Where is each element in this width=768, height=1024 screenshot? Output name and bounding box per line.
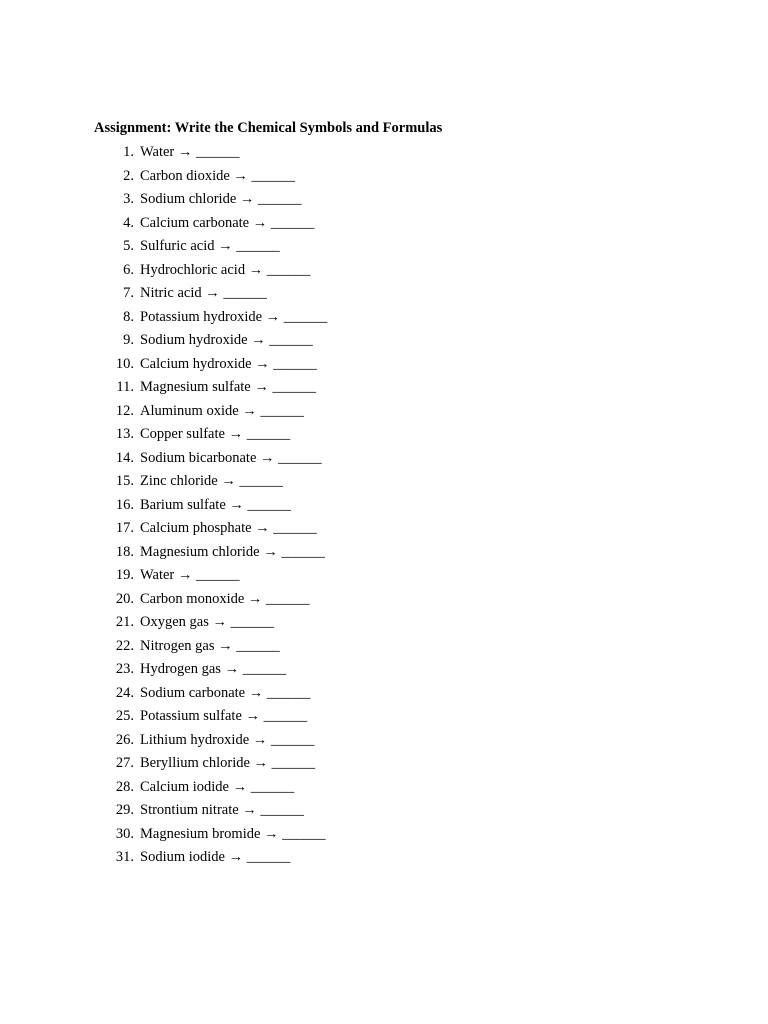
item-text: Water → ______ (140, 144, 240, 160)
item-number: 3. (123, 191, 134, 207)
item-number: 23. (115, 661, 134, 677)
item-number: 31. (115, 849, 134, 865)
item-number: 18. (115, 543, 134, 560)
item-text: Potassium sulfate → ______ (140, 708, 308, 724)
item-text: Calcium iodide → ______ (140, 778, 295, 795)
item-number: 5. (123, 238, 134, 254)
item-number: 9. (123, 332, 134, 348)
item-number: 19. (115, 567, 134, 583)
item-number: 29. (115, 802, 134, 818)
item-text: Calcium hydroxide → ______ (140, 355, 317, 372)
assignment-title: Assignment: Write the Chemical Symbols and Formulas (94, 120, 443, 136)
item-number: 6. (123, 261, 134, 278)
item-text: Oxygen gas → ______ (140, 614, 275, 630)
item-text: Beryllium chloride → ______ (140, 755, 316, 771)
item-number: 2. (123, 167, 134, 184)
item-number: 30. (115, 825, 134, 842)
item-text: Carbon monoxide → ______ (140, 590, 310, 607)
item-text: Calcium carbonate → ______ (140, 214, 315, 231)
item-text: Sodium chloride → ______ (140, 191, 302, 207)
item-text: Calcium phosphate → ______ (140, 520, 317, 536)
item-text: Magnesium bromide → ______ (140, 825, 326, 842)
item-number: 21. (115, 614, 134, 630)
item-number: 14. (115, 449, 134, 466)
item-text: Sodium carbonate → ______ (140, 684, 311, 701)
item-text: Aluminum oxide → ______ (140, 402, 304, 419)
item-number: 20. (115, 590, 134, 607)
item-number: 15. (115, 473, 134, 489)
item-text: Sulfuric acid → ______ (140, 238, 280, 254)
item-number: 11. (116, 379, 134, 395)
item-text: Zinc chloride → ______ (140, 473, 283, 489)
item-number: 25. (115, 708, 134, 724)
item-text: Water → ______ (140, 567, 240, 583)
item-text: Hydrochloric acid → ______ (140, 261, 311, 278)
item-number: 26. (115, 731, 134, 748)
item-text: Magnesium chloride → ______ (140, 543, 325, 560)
item-text: Sodium bicarbonate → ______ (140, 449, 322, 466)
item-text: Nitrogen gas → ______ (140, 637, 280, 654)
item-number: 12. (115, 402, 134, 419)
item-text: Copper sulfate → ______ (140, 426, 291, 442)
item-number: 17. (115, 520, 134, 536)
item-number: 10. (115, 355, 134, 372)
item-text: Carbon dioxide → ______ (140, 167, 296, 184)
item-text: Hydrogen gas → ______ (140, 661, 287, 677)
item-number: 4. (123, 214, 134, 231)
item-number: 27. (115, 755, 134, 771)
item-number: 1. (123, 144, 134, 160)
item-number: 22. (115, 637, 134, 654)
item-number: 16. (115, 496, 134, 513)
item-text: Sodium iodide → ______ (140, 849, 291, 865)
item-number: 13. (115, 426, 134, 442)
item-text: Sodium hydroxide → ______ (140, 332, 313, 348)
item-number: 28. (115, 778, 134, 795)
item-number: 7. (123, 285, 134, 301)
item-number: 8. (123, 308, 134, 325)
item-text: Potassium hydroxide → ______ (140, 308, 328, 325)
item-text: Lithium hydroxide → ______ (140, 731, 315, 748)
item-text: Magnesium sulfate → ______ (140, 379, 316, 395)
item-text: Strontium nitrate → ______ (140, 802, 304, 818)
item-text: Barium sulfate → ______ (140, 496, 292, 513)
item-number: 24. (115, 684, 134, 701)
item-text: Nitric acid → ______ (140, 285, 267, 301)
